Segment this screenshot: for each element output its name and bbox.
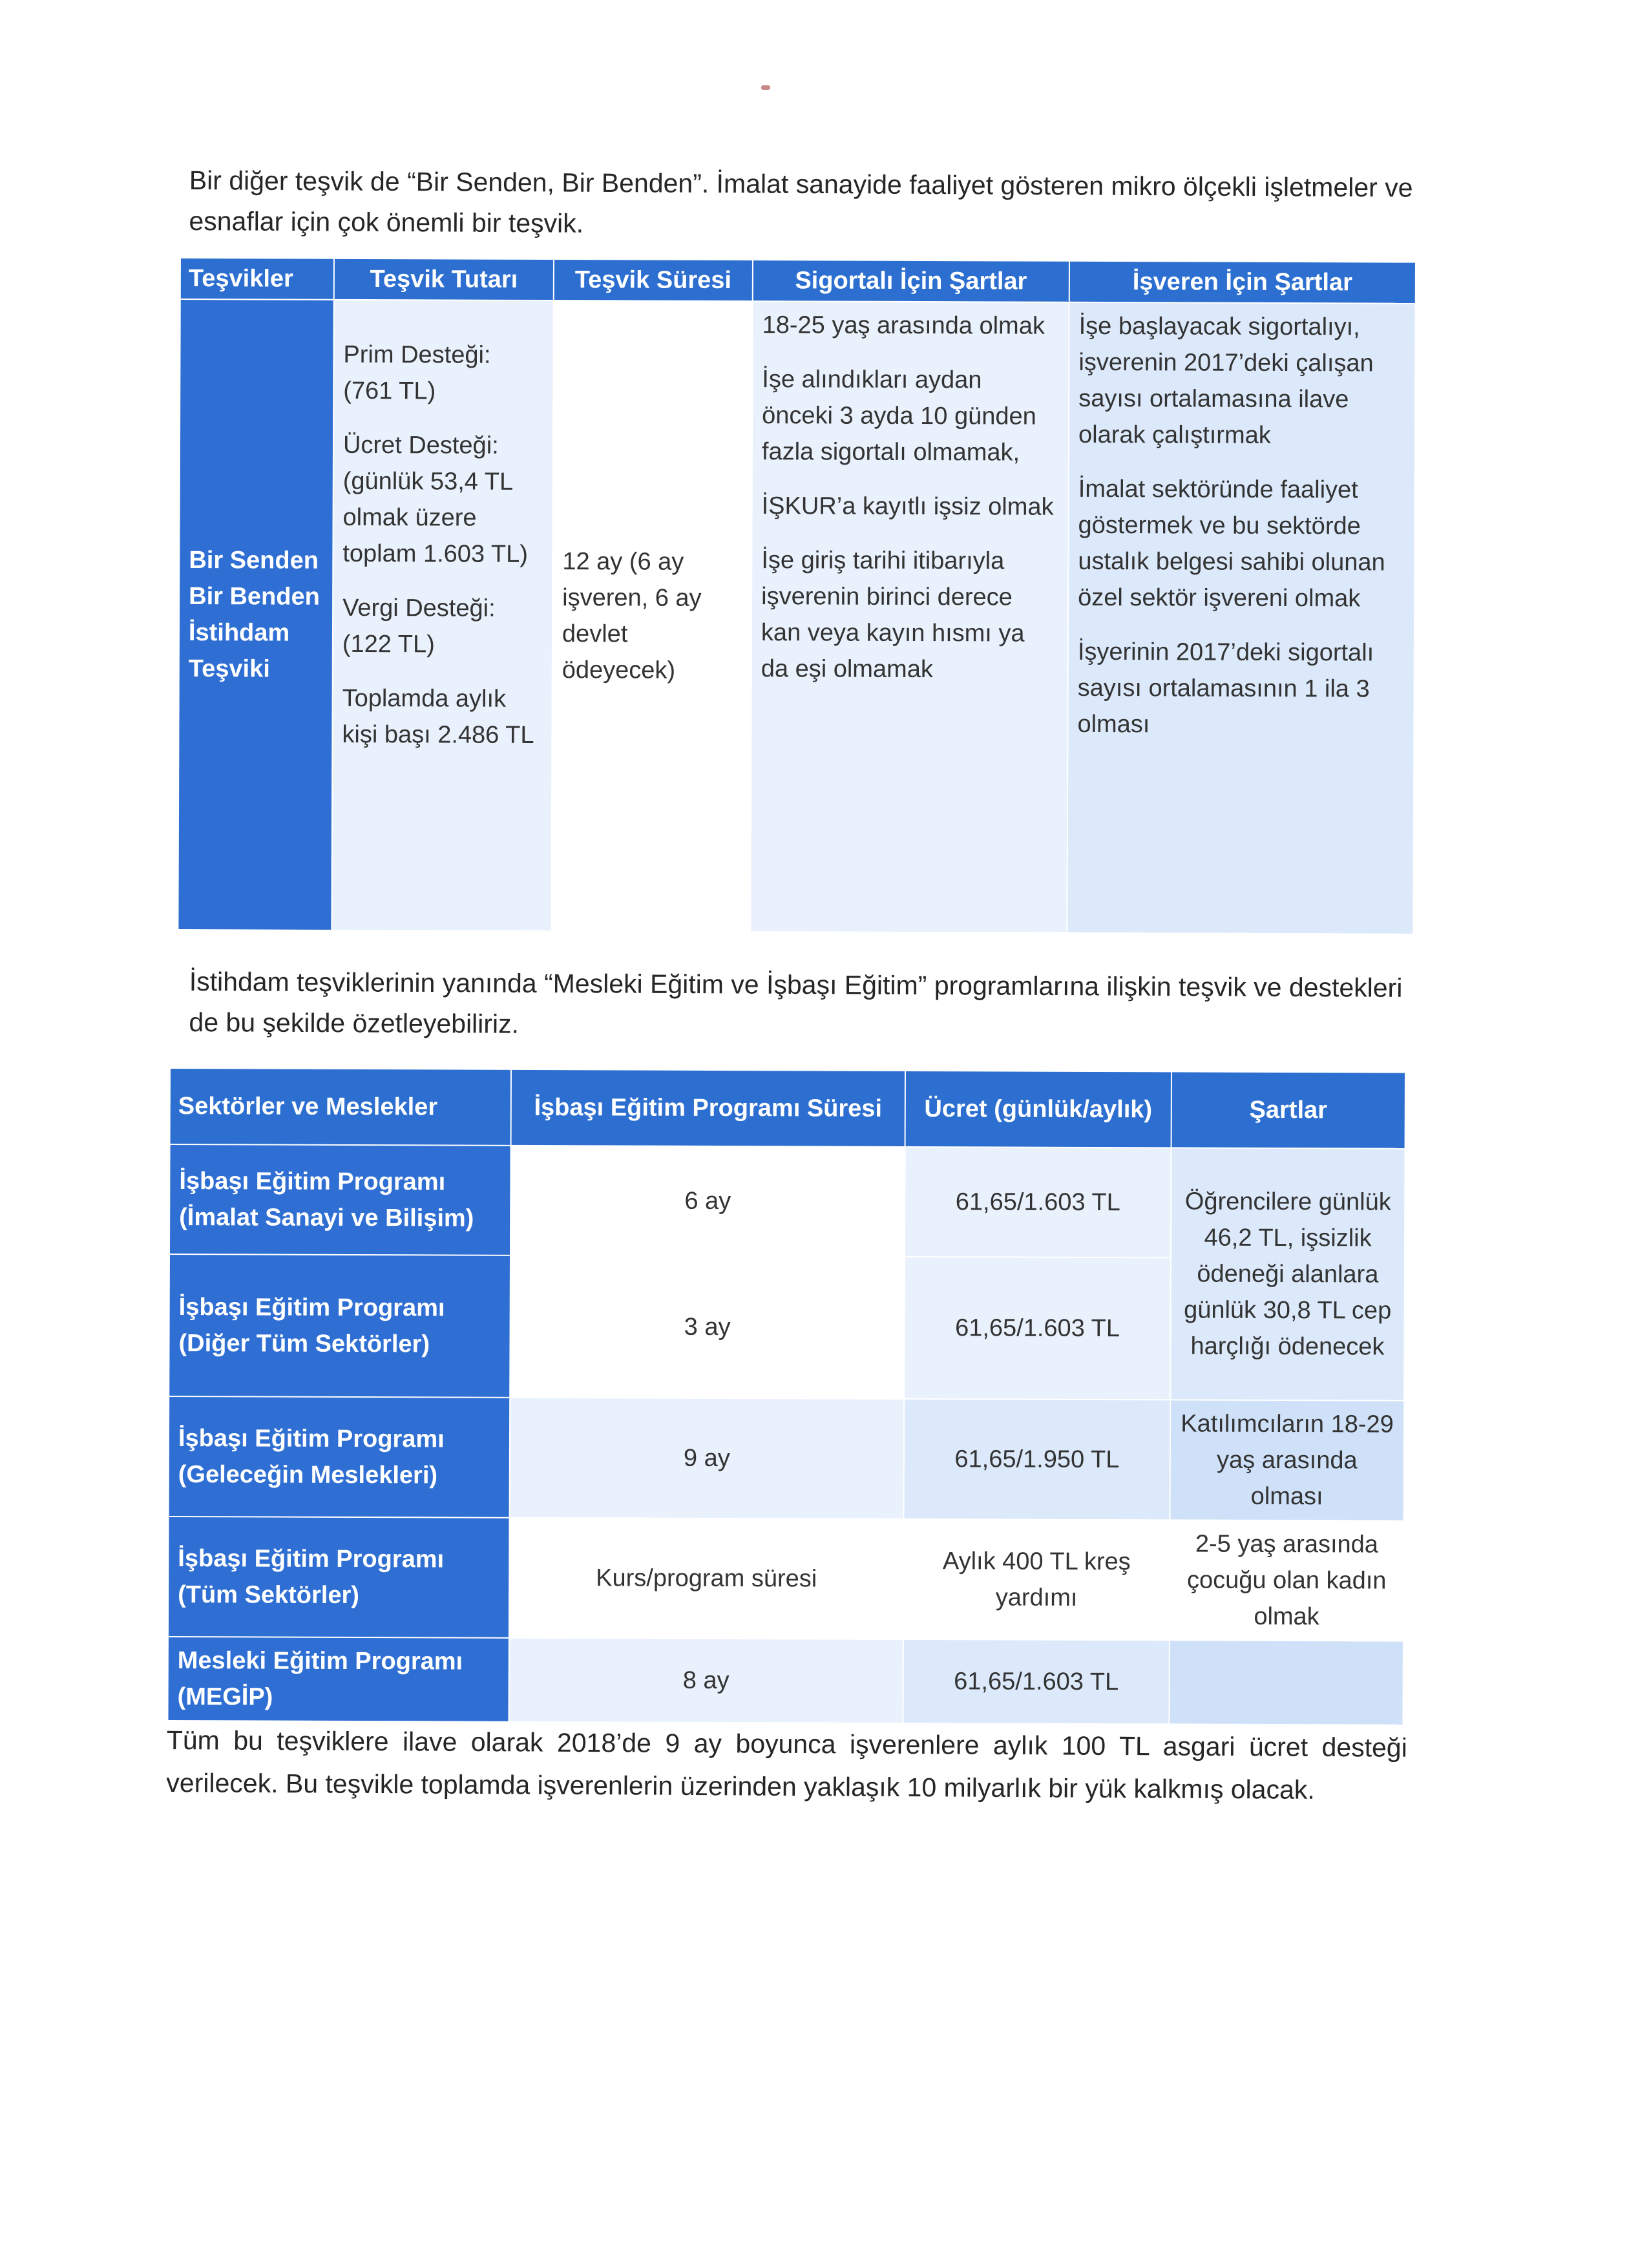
- isveren-cell: [1067, 302, 1415, 934]
- program-sart: 2-5 yaş arasında çocuğu olan kadın olmak: [1170, 1520, 1404, 1641]
- sure-text: 12 ay (6 ay işveren, 6 ay devlet ödeyecek): [562, 548, 702, 684]
- closing-paragraph: Tüm bu teşviklere ilave olarak 2018’de 9 ay boyunca işverenlere aylık 100 TL asgari ücret desteği verilecek. Bu teşvikle toplamda işverenlerin üzerinden yaklaşık 10 milyarlık bir yük kalkmış olacak.: [166, 1725, 1407, 1805]
- mid-paragraph: İstihdam teşviklerinin yanında “Mesleki Eğitim ve İşbaşı Eğitim” programlarına ilişkin teşvik ve destekleri de bu şekilde özetleyebiliriz.: [189, 966, 1403, 1039]
- shared-sart: Öğrencilere günlük 46,2 TL, işsizlik ödeneği alanlara günlük 30,8 TL cep harçlığı ödenecek: [1170, 1148, 1405, 1400]
- program-name: İşbaşı Eğitim Programı (Tüm Sektörler): [168, 1517, 510, 1638]
- program-ucret: 61,65/1.603 TL: [903, 1639, 1169, 1724]
- training-table: [167, 1067, 1406, 1726]
- program-ucret: Aylık 400 TL kreş yardımı: [903, 1519, 1170, 1640]
- program-name: İşbaşı Eğitim Programı (Diğer Tüm Sektörler): [169, 1254, 510, 1398]
- isveren-condition-2: İmalat sektöründe faaliyet göstermek ve bu sektörde ustalık belgesi sahibi olunan özel sektör işvereni olmak: [1078, 475, 1385, 613]
- program-name: Mesleki Eğitim Programı (MEGİP): [167, 1637, 509, 1722]
- sigortali-condition-1: 18-25 yaş arasında olmak: [762, 311, 1045, 340]
- program-name: İşbaşı Eğitim Programı (İmalat Sanayi ve Bilişim): [169, 1144, 511, 1255]
- col-header-tutar: Teşvik Tutarı: [334, 258, 554, 300]
- col-header-ucret: Ücret (günlük/aylık): [905, 1071, 1171, 1148]
- table-row: [178, 299, 1415, 934]
- program-sure: Kurs/program süresi: [509, 1518, 904, 1639]
- program-name: İşbaşı Eğitim Programı (Geleceğin Meslekleri): [169, 1396, 510, 1518]
- table-row: [169, 1396, 1405, 1521]
- row-title: Bir Senden Bir Benden İstihdam Teşviki: [178, 299, 333, 930]
- col-header-program-suresi: İşbaşı Eğitim Programı Süresi: [511, 1069, 905, 1147]
- sigortali-cell: [750, 301, 1069, 933]
- toplam-text: Toplamda aylık kişi başı 2.486 TL: [342, 684, 534, 749]
- sure-cell: [551, 300, 752, 932]
- program-sart: Katılımcıların 18-29 yaş arasında olması: [1170, 1400, 1405, 1520]
- program-ucret: 61,65/1.603 TL: [904, 1257, 1171, 1400]
- scan-mark: [761, 85, 770, 90]
- ucret-value: (günlük 53,4 TL olmak üzere toplam 1.603 TL): [342, 467, 529, 568]
- incentive-table: [177, 257, 1416, 935]
- program-ucret: 61,65/1.950 TL: [904, 1399, 1171, 1520]
- prim-label: Prim Desteği:: [343, 341, 491, 369]
- program-sure: 8 ay: [509, 1638, 903, 1723]
- prim-value: (761 TL): [343, 377, 436, 405]
- col-header-sartlar: Şartlar: [1171, 1071, 1405, 1148]
- isveren-condition-1: İşe başlayacak sigortalıyı, işverenin 2017’deki çalışan sayısı ortalamasına ilave olarak çalıştırmak: [1078, 312, 1374, 449]
- vergi-value: (122 TL): [342, 630, 435, 658]
- incentive-table-header: [180, 258, 1416, 304]
- table-row: [168, 1517, 1404, 1641]
- col-header-sigortali: Sigortalı İçin Şartlar: [753, 260, 1069, 302]
- ucret-label: Ücret Desteği:: [342, 431, 499, 459]
- sigortali-condition-4: İşe giriş tarihi itibarıyla işverenin birinci derece kan veya kayın hısmı ya da eşi olmamak: [761, 547, 1025, 684]
- col-header-isveren: İşveren İçin Şartlar: [1069, 261, 1416, 304]
- training-table-header: [170, 1068, 1405, 1149]
- program-sart: [1169, 1640, 1403, 1725]
- program-sure: 9 ay: [510, 1398, 905, 1519]
- vergi-label: Vergi Desteği:: [342, 594, 496, 622]
- table-row: [167, 1637, 1403, 1725]
- table-row: [169, 1144, 1405, 1259]
- isveren-condition-3: İşyerinin 2017’deki sigortalı sayısı ortalamasının 1 ila 3 olması: [1077, 638, 1374, 739]
- intro-paragraph: Bir diğer teşvik de “Bir Senden, Bir Benden”. İmalat sanayide faaliyet gösteren mikro ölçekli işletmeler ve esnaflar için çok önemli bir teşvik.: [189, 165, 1413, 238]
- col-header-sure: Teşvik Süresi: [554, 259, 753, 301]
- col-header-sektorler: Sektörler ve Meslekler: [170, 1068, 511, 1146]
- tutar-cell: [331, 300, 553, 931]
- sigortali-condition-3: İŞKUR’a kayıtlı işsiz olmak: [761, 492, 1054, 521]
- sigortali-condition-2: İşe alındıkları aydan önceki 3 ayda 10 günden fazla sigortalı olmamak,: [761, 366, 1036, 467]
- program-ucret: 61,65/1.603 TL: [905, 1147, 1171, 1257]
- col-header-tesvikler: Teşvikler: [180, 258, 334, 300]
- program-sure: 3 ay: [510, 1255, 905, 1399]
- program-sure: 6 ay: [510, 1146, 905, 1257]
